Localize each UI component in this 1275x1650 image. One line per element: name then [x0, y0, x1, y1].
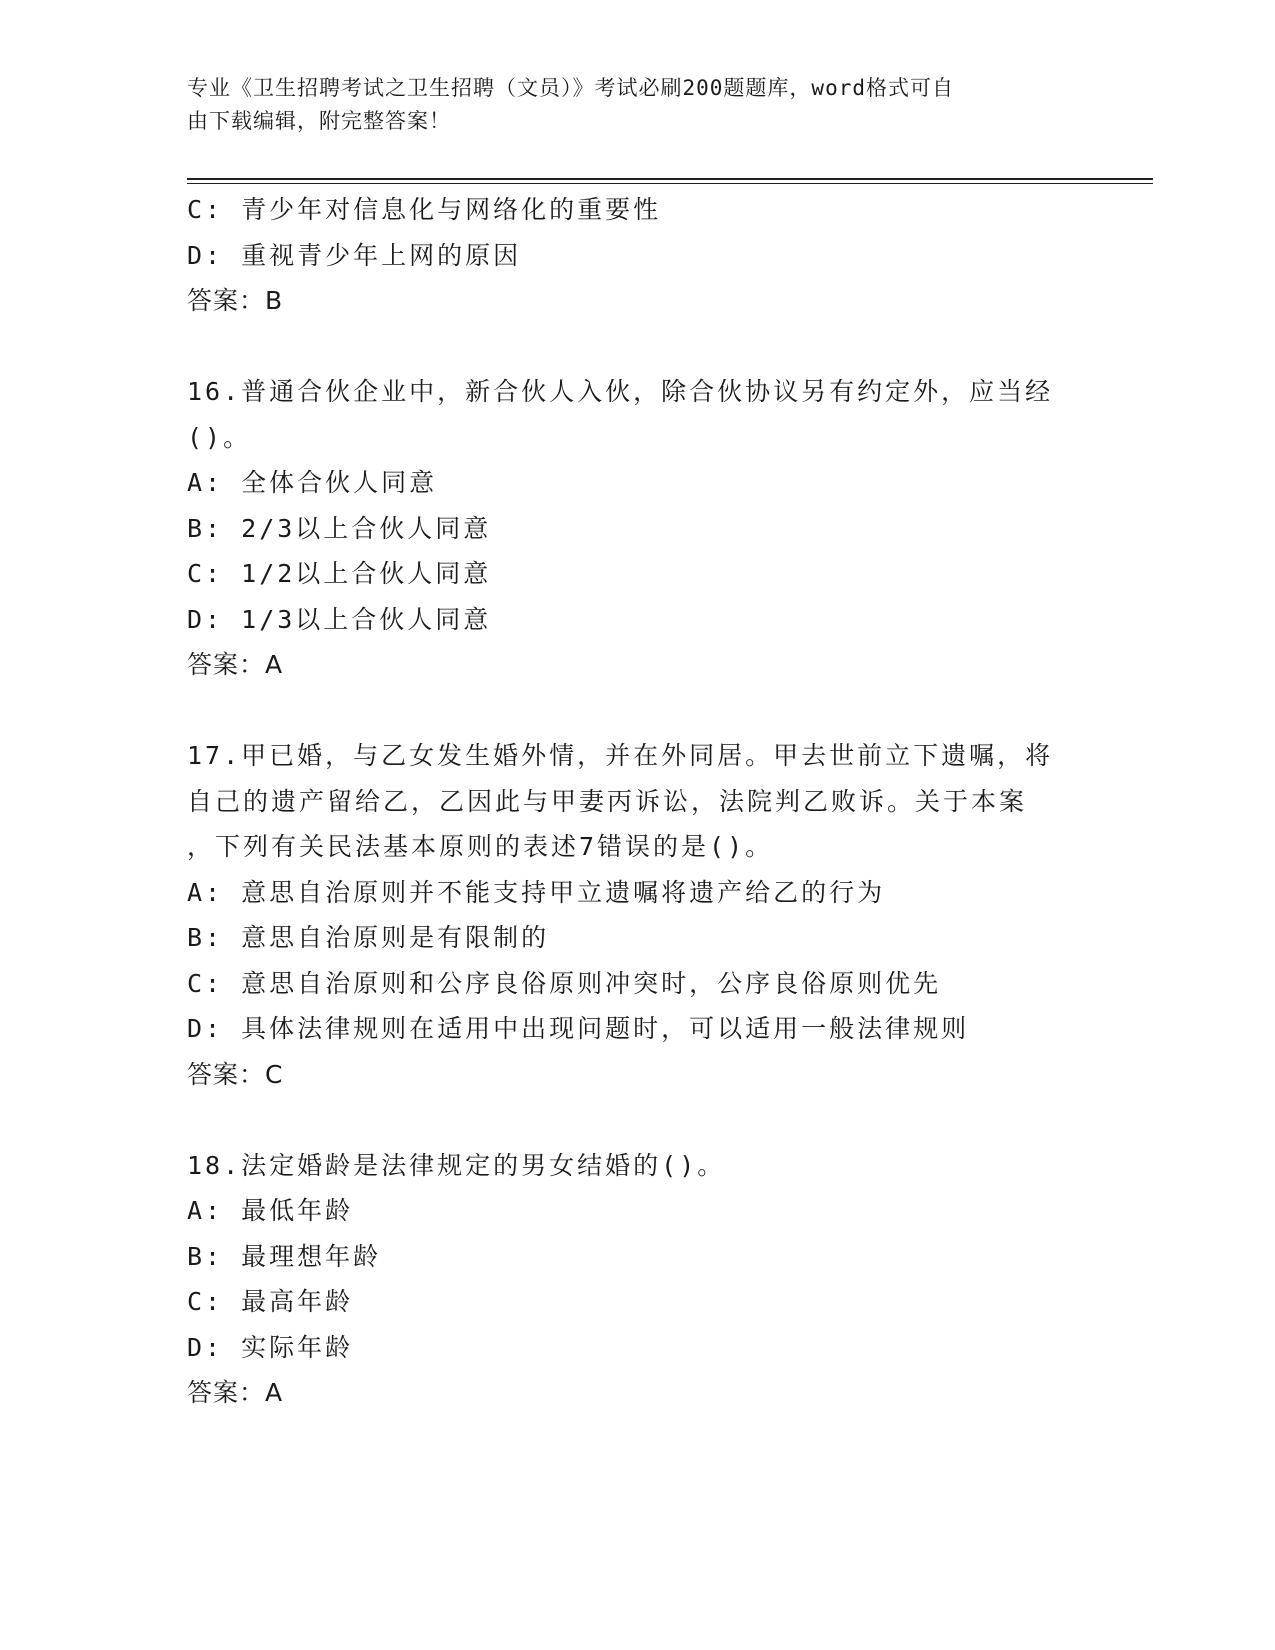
- question-list: [187, 187, 1087, 1416]
- option-c: C: 青少年对信息化与网络化的重要性: [187, 195, 662, 224]
- question-stem: ()。: [187, 422, 252, 452]
- spacer: [187, 324, 1087, 370]
- question-17: [187, 733, 1087, 1097]
- option-c: C: 意思自治原则和公序良俗原则冲突时，公序良俗原则优先: [187, 968, 942, 998]
- answer: 答案：C: [187, 1059, 284, 1089]
- option-d: D: 具体法律规则在适用中出现问题时，可以适用一般法律规则: [187, 1014, 970, 1043]
- header-divider-thin: [187, 183, 1153, 184]
- question-stem: ，下列有关民法基本原则的表述7错误的是()。: [187, 832, 774, 861]
- spacer: [187, 688, 1087, 734]
- header-divider-thick: [187, 178, 1153, 180]
- option-a: A: 全体合伙人同意: [187, 468, 438, 497]
- option-c: C: 1/2以上合伙人同意: [187, 559, 492, 588]
- question-18: [187, 1143, 1087, 1416]
- option-a: A: 意思自治原则并不能支持甲立遗嘱将遗产给乙的行为: [187, 877, 886, 907]
- header-line-2: 由下载编辑，附完整答案！: [187, 109, 451, 133]
- option-b: B: 意思自治原则是有限制的: [187, 923, 550, 952]
- document-header: [187, 72, 1067, 138]
- question-stem: 18.法定婚龄是法律规定的男女结婚的()。: [187, 1150, 726, 1180]
- option-a: A: 最低年龄: [187, 1196, 354, 1225]
- answer: 答案：B: [187, 286, 284, 315]
- previous-question-tail: [187, 187, 1087, 324]
- header-line-1: 专业《卫生招聘考试之卫生招聘（文员）》考试必刷200题题库，word格式可自: [187, 76, 954, 100]
- question-16: [187, 369, 1087, 688]
- option-c: C: 最高年龄: [187, 1287, 354, 1316]
- option-d: D: 重视青少年上网的原因: [187, 240, 522, 270]
- answer: 答案：A: [187, 650, 284, 679]
- spacer: [187, 1097, 1087, 1143]
- option-b: B: 最理想年龄: [187, 1241, 382, 1271]
- option-b: B: 2/3以上合伙人同意: [187, 513, 492, 543]
- question-stem: 16.普通合伙企业中，新合伙人入伙，除合伙协议另有约定外，应当经: [187, 377, 1054, 406]
- question-stem: 自己的遗产留给乙，乙因此与甲妻丙诉讼，法院判乙败诉。关于本案: [187, 786, 1028, 816]
- answer: 答案：A: [187, 1378, 284, 1407]
- option-d: D: 实际年龄: [187, 1332, 354, 1362]
- option-d: D: 1/3以上合伙人同意: [187, 604, 492, 634]
- question-stem: 17.甲已婚，与乙女发生婚外情，并在外同居。甲去世前立下遗嘱，将: [187, 741, 1054, 770]
